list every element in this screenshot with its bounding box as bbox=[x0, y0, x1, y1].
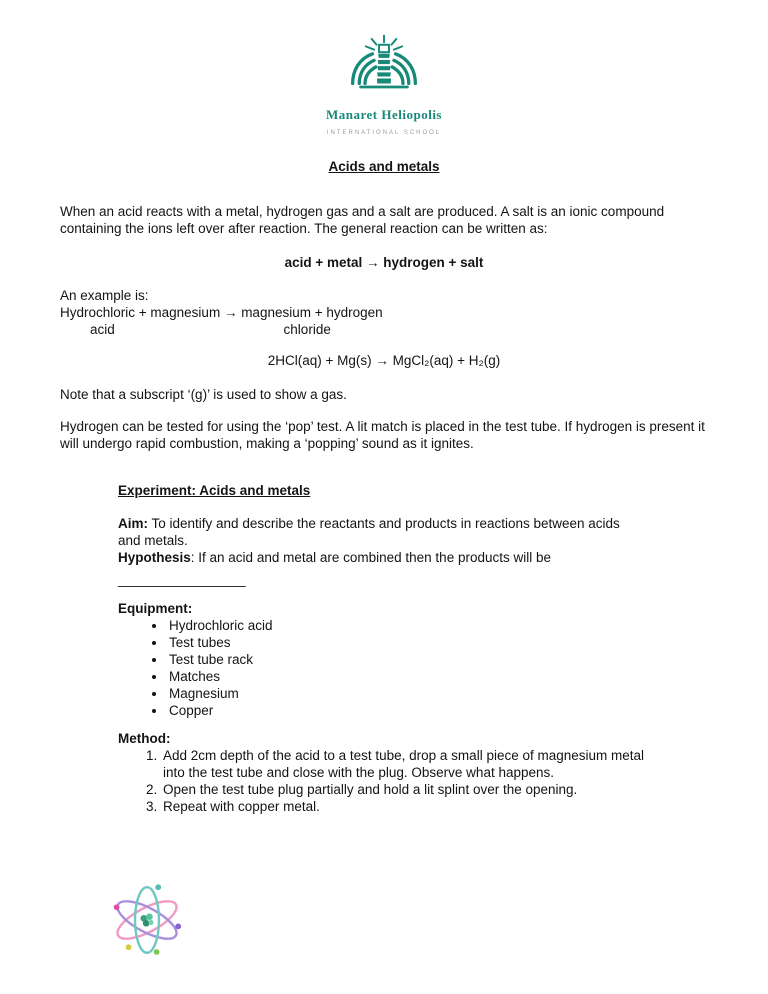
example-equation-line1: Hydrochloric + magnesium → magnesium + hydrogen bbox=[60, 305, 383, 320]
intro-paragraph: When an acid reacts with a metal, hydrogen gas and a salt are produced. A salt is an ionic compound containing the ions left over after reaction. The general reaction can be written as: bbox=[60, 204, 665, 236]
lighthouse-logo-icon bbox=[321, 34, 447, 100]
atom-icon bbox=[103, 880, 191, 960]
equipment-list bbox=[118, 617, 646, 719]
equipment-item: • Copper bbox=[167, 702, 646, 719]
hypothesis-text: : If an acid and metal are combined then the products will be bbox=[190, 550, 551, 565]
document-body bbox=[0, 158, 768, 815]
method-step: 3. Repeat with copper metal. bbox=[161, 798, 646, 815]
method-step: 1. Add 2cm depth of the acid to a test tube, drop a small piece of magnesium metal into the test tube and close with the plug. Observe what happens. bbox=[161, 747, 646, 781]
equipment-item: • Magnesium bbox=[167, 685, 646, 702]
example-label: An example is: bbox=[60, 288, 149, 303]
equipment-heading: Equipment: bbox=[118, 601, 193, 616]
gas-note: Note that a subscript ‘(g)’ is used to show a gas. bbox=[60, 387, 347, 402]
pop-test-paragraph: Hydrogen can be tested for using the ‘pop’ test. A lit match is placed in the test tube. If hydrogen is present it will undergo rapid combustion, making a ‘popping’ sound as it ignites. bbox=[60, 419, 705, 451]
aim-line bbox=[118, 515, 646, 549]
school-subtitle: INTERNATIONAL SCHOOL bbox=[326, 130, 442, 136]
page-title: Acids and metals bbox=[328, 159, 440, 174]
method-list bbox=[118, 747, 646, 815]
atom-clipart bbox=[103, 880, 191, 964]
school-logo bbox=[0, 0, 768, 142]
experiment-section bbox=[118, 482, 646, 815]
aim-label: Aim: bbox=[118, 516, 148, 531]
hypothesis-blank: _________________ bbox=[118, 572, 246, 587]
hypothesis-line bbox=[118, 549, 646, 566]
method-heading: Method: bbox=[118, 731, 171, 746]
aim-text: To identify and describe the reactants and products in reactions between acids and metals. bbox=[118, 516, 620, 548]
example-equation-line2: acid chloride bbox=[60, 322, 331, 337]
equipment-item: • Matches bbox=[167, 668, 646, 685]
equipment-item: • Test tubes bbox=[167, 634, 646, 651]
chemical-equation: 2HCl(aq) + Mg(s) → MgCl₂(aq) + H₂(g) bbox=[267, 353, 501, 368]
hypothesis-label: Hypothesis bbox=[118, 550, 191, 565]
method-step: 2. Open the test tube plug partially and hold a lit splint over the opening. bbox=[161, 781, 646, 798]
equipment-item: • Test tube rack bbox=[167, 651, 646, 668]
school-name: Manaret Heliopolis bbox=[325, 107, 442, 122]
experiment-heading: Experiment: Acids and metals bbox=[118, 483, 311, 498]
general-equation: acid + metal → hydrogen + salt bbox=[284, 255, 484, 270]
equipment-item: • Hydrochloric acid bbox=[167, 617, 646, 634]
